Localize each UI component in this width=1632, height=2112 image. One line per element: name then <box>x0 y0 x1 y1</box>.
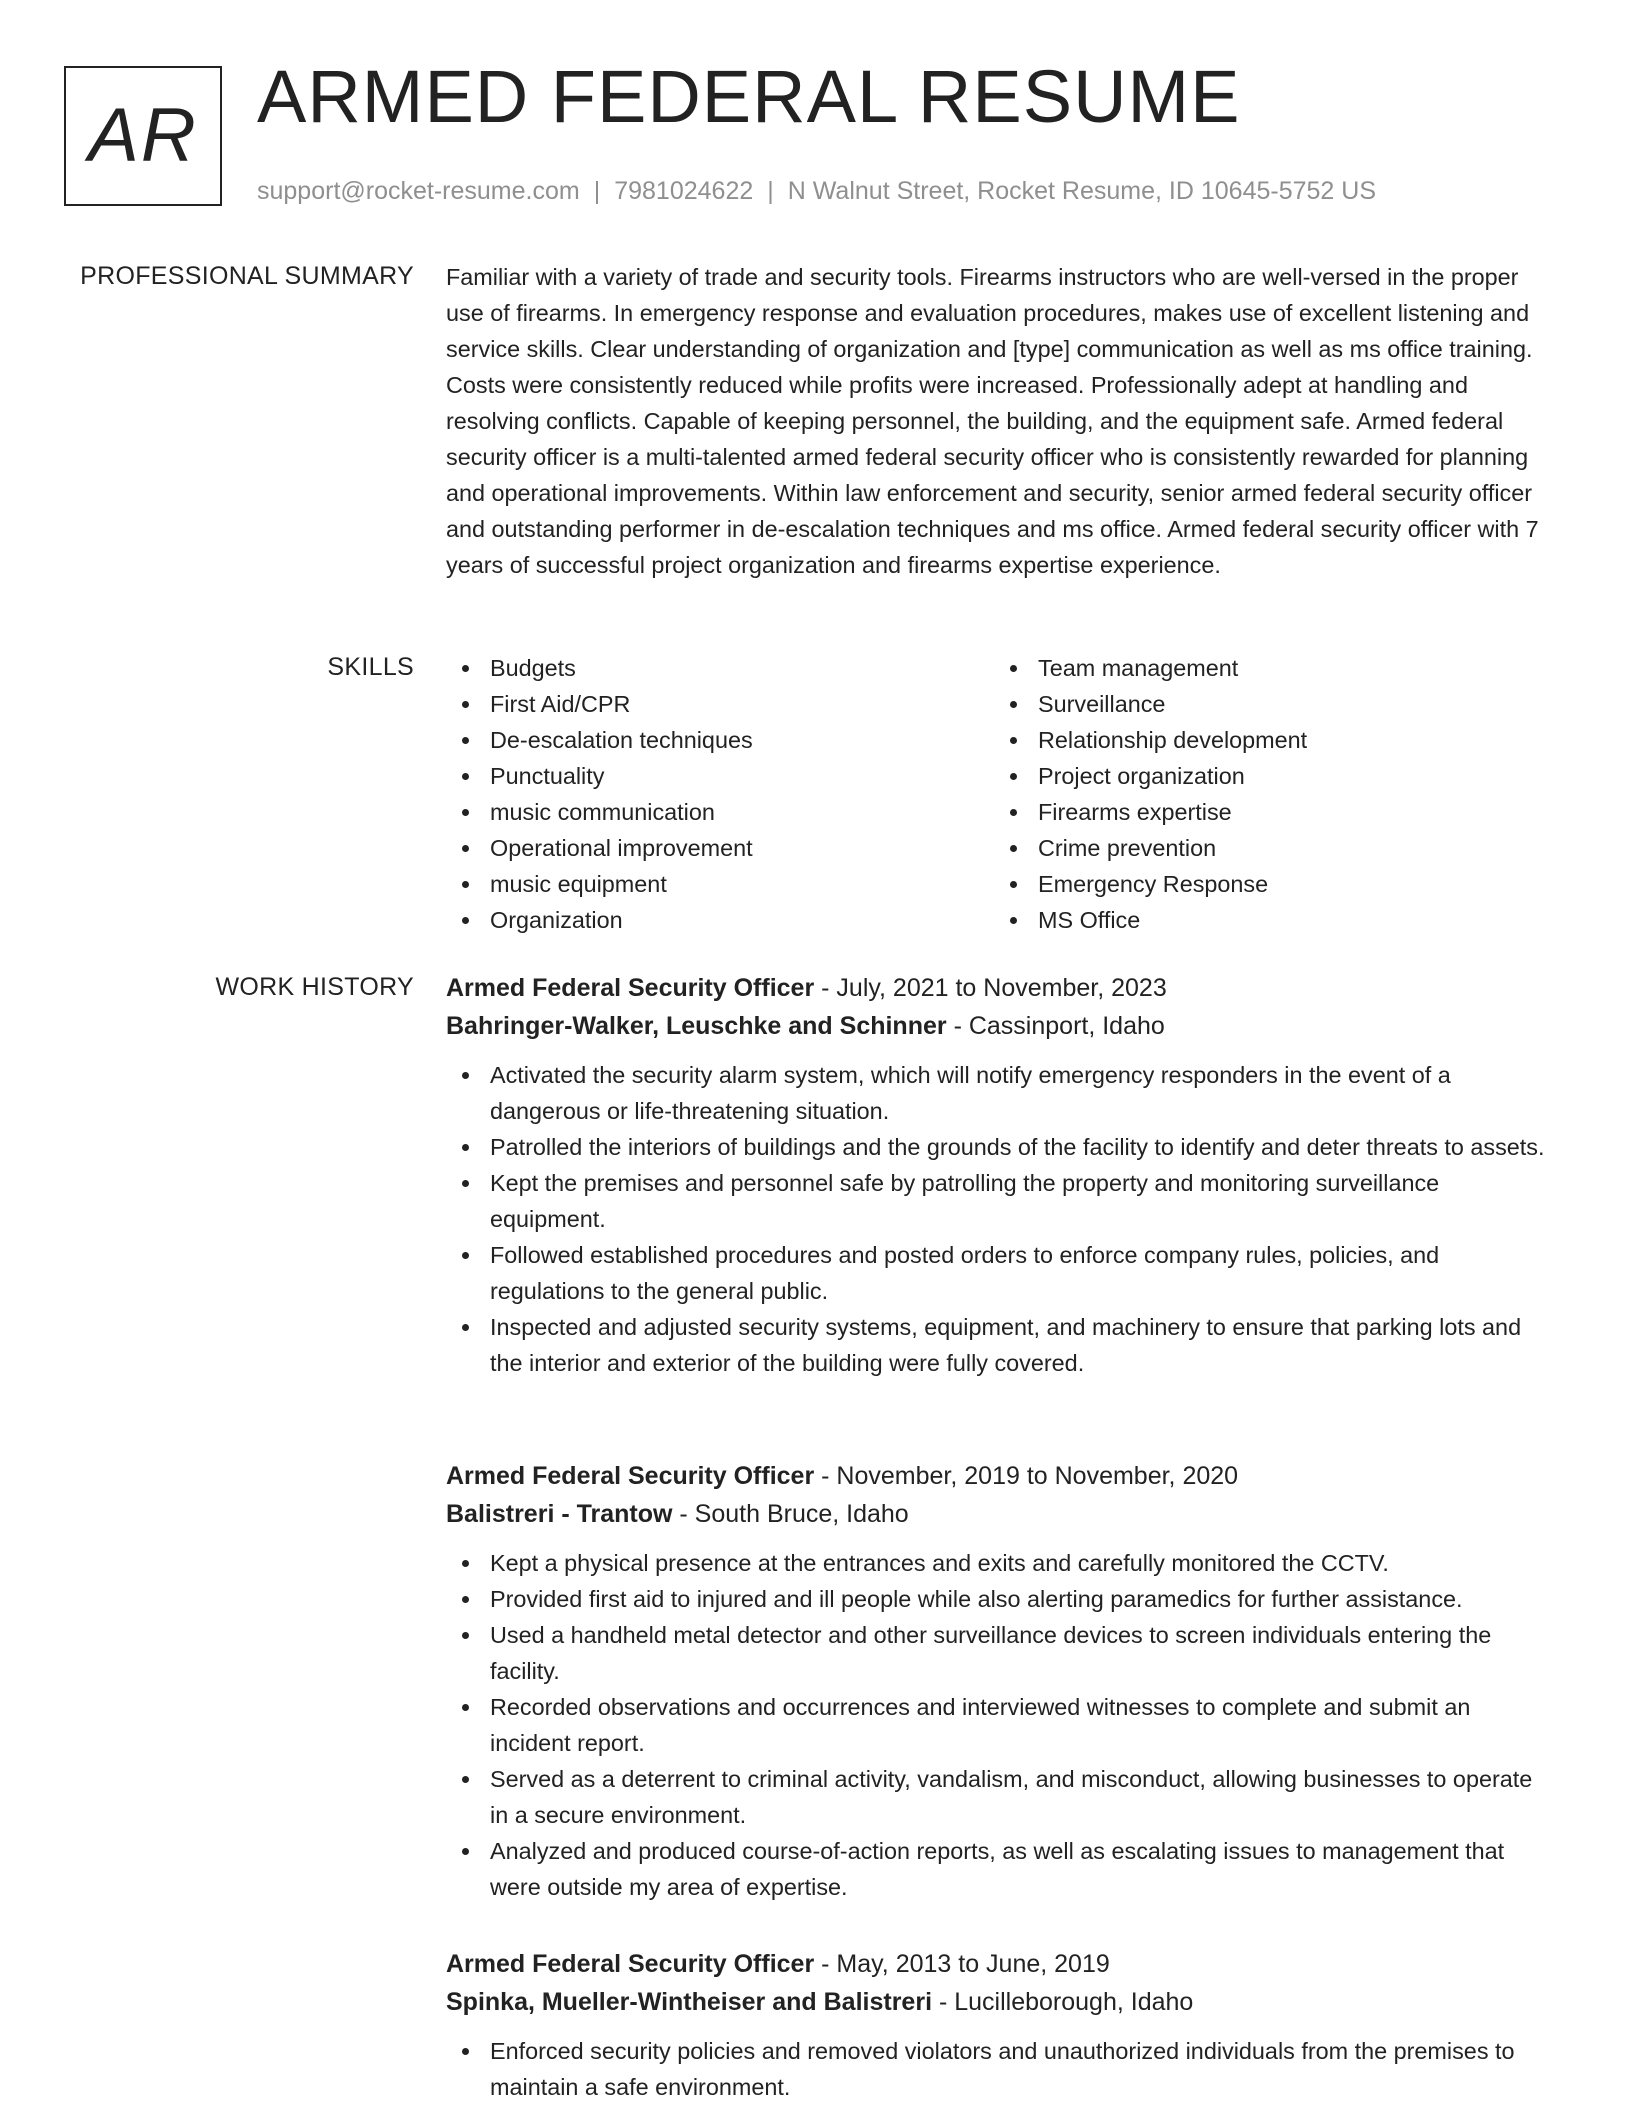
job-dates: - November, 2019 to November, 2020 <box>821 1462 1239 1490</box>
skill-item: Budgets <box>446 650 994 686</box>
skills-section <box>446 650 1556 938</box>
contact-separator: | <box>767 177 774 205</box>
duty-item: Patrolled the interiors of buildings and the grounds of the facility to identify and deter threats to assets. <box>446 1129 1556 1165</box>
monogram-initials: AR <box>88 93 198 178</box>
job-duties-list <box>446 1057 1556 1381</box>
duty-item: Enforced security policies and removed violators and unauthorized individuals from the premises to maintain a safe environment. <box>446 2033 1556 2105</box>
job-title-line <box>446 1945 1556 1983</box>
summary-text: Familiar with a variety of trade and security tools. Firearms instructors who are well-versed in the proper use of firearms. In emergency response and evaluation procedures, makes use of excellent listening and service skills. Clear understanding of organization and [type] communication as well as ms office training. Costs were consistently reduced while profits were increased. Professionally adept at handling and resolving conflicts. Capable of keeping personnel, the building, and the equipment safe. Armed federal security officer is a multi-talented armed federal security officer who is consistently rewarded for planning and operational improvements. Within law enforcement and security, senior armed federal security officer and outstanding performer in de-escalation techniques and ms office. Armed federal security officer with 7 years of successful project organization and firearms expertise experience. <box>446 264 1539 578</box>
work-history-heading: WORK HISTORY <box>215 973 414 1001</box>
contact-email[interactable]: support@rocket-resume.com <box>257 177 580 205</box>
job-location: - Cassinport, Idaho <box>953 1012 1165 1040</box>
job-company: Bahringer-Walker, Leuschke and Schinner <box>446 1012 947 1040</box>
skill-item: First Aid/CPR <box>446 686 994 722</box>
skills-list-left <box>446 650 994 938</box>
job-company: Spinka, Mueller-Wintheiser and Balistreri <box>446 1988 933 2016</box>
skill-item: Crime prevention <box>994 830 1542 866</box>
monogram-box <box>64 66 222 206</box>
summary-section <box>446 259 1556 583</box>
duty-item: Kept the premises and personnel safe by patrolling the property and monitoring surveillance equipment. <box>446 1165 1556 1237</box>
contact-line <box>257 176 1376 206</box>
job-company-line <box>446 1983 1556 2021</box>
skill-item: MS Office <box>994 902 1542 938</box>
contact-separator: | <box>593 177 601 205</box>
job-role: Armed Federal Security Officer <box>446 1462 815 1490</box>
skill-item: Project organization <box>994 758 1542 794</box>
skill-item: Operational improvement <box>446 830 994 866</box>
job-entry <box>446 1457 1556 1905</box>
job-location: - South Bruce, Idaho <box>679 1500 909 1528</box>
skills-list-right <box>994 650 1542 938</box>
skill-item: Team management <box>994 650 1542 686</box>
duty-item: Inspected and adjusted security systems, equipment, and machinery to ensure that parking lots and the interior and exterior of the building were fully covered. <box>446 1309 1556 1381</box>
skill-item: music equipment <box>446 866 994 902</box>
job-company: Balistreri - Trantow <box>446 1500 673 1528</box>
resume-name: ARMED FEDERAL RESUME <box>257 55 1241 138</box>
duty-item: Kept a physical presence at the entrances and exits and carefully monitored the CCTV. <box>446 1545 1556 1581</box>
skill-item: Organization <box>446 902 994 938</box>
skill-item: Firearms expertise <box>994 794 1542 830</box>
job-entry <box>446 1945 1556 2105</box>
job-duties-list <box>446 1545 1556 1905</box>
job-title-line <box>446 969 1556 1007</box>
duty-item: Activated the security alarm system, which will notify emergency responders in the event of a dangerous or life-threatening situation. <box>446 1057 1556 1129</box>
skill-item: Relationship development <box>994 722 1542 758</box>
duty-item: Followed established procedures and posted orders to enforce company rules, policies, and regulations to the general public. <box>446 1237 1556 1309</box>
job-title-line <box>446 1457 1556 1495</box>
job-dates: - May, 2013 to June, 2019 <box>821 1950 1110 1978</box>
job-entry <box>446 969 1556 1381</box>
duty-item: Provided first aid to injured and ill people while also alerting paramedics for further assistance. <box>446 1581 1556 1617</box>
job-role: Armed Federal Security Officer <box>446 1950 815 1978</box>
job-company-line <box>446 1495 1556 1533</box>
job-dates: - July, 2021 to November, 2023 <box>821 974 1167 1002</box>
skills-heading: SKILLS <box>327 653 414 681</box>
contact-phone[interactable]: 7981024622 <box>614 177 754 205</box>
skill-item: Punctuality <box>446 758 994 794</box>
job-duties-list <box>446 2033 1556 2105</box>
skill-item: Emergency Response <box>994 866 1542 902</box>
job-location: - Lucilleborough, Idaho <box>938 1988 1194 2016</box>
job-role: Armed Federal Security Officer <box>446 974 815 1002</box>
duty-item: Used a handheld metal detector and other surveillance devices to screen individuals entering the facility. <box>446 1617 1556 1689</box>
contact-address: N Walnut Street, Rocket Resume, ID 10645-5752 US <box>787 177 1376 205</box>
duty-item: Analyzed and produced course-of-action reports, as well as escalating issues to management that were outside my area of expertise. <box>446 1833 1556 1905</box>
job-company-line <box>446 1007 1556 1045</box>
summary-heading: PROFESSIONAL SUMMARY <box>80 262 414 290</box>
skill-item: music communication <box>446 794 994 830</box>
duty-item: Recorded observations and occurrences and interviewed witnesses to complete and submit an incident report. <box>446 1689 1556 1761</box>
duty-item: Served as a deterrent to criminal activity, vandalism, and misconduct, allowing businesses to operate in a secure environment. <box>446 1761 1556 1833</box>
skill-item: De-escalation techniques <box>446 722 994 758</box>
skill-item: Surveillance <box>994 686 1542 722</box>
